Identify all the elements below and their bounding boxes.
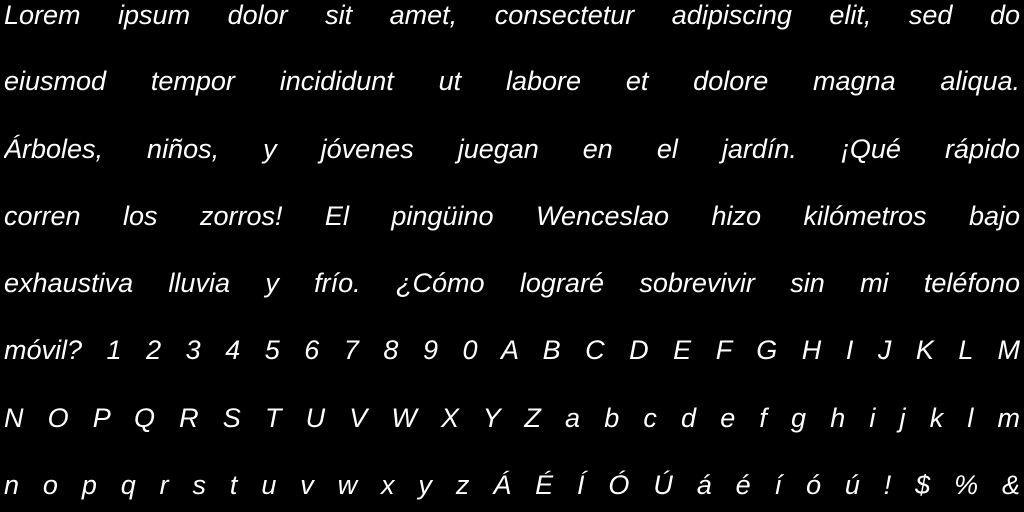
text-line-2: eiusmod tempor incididunt ut labore et dolore magna aliqua. bbox=[4, 66, 1020, 96]
text-line-6: móvil? 1 2 3 4 5 6 7 8 9 0 A B C D E F G H I J K L M bbox=[4, 335, 1020, 365]
text-line-7: N O P Q R S T U V W X Y Z a b c d e f g h i j k l m bbox=[4, 403, 1020, 433]
text-line-5: exhaustiva lluvia y frío. ¿Cómo lograré sobrevivir sin mi teléfono bbox=[4, 268, 1020, 298]
font-sample-text-block bbox=[4, 0, 1020, 512]
text-line-4: corren los zorros! El pingüino Wenceslao hizo kilómetros bajo bbox=[4, 201, 1020, 231]
text-line-1: Lorem ipsum dolor sit amet, consectetur adipiscing elit, sed do bbox=[4, 0, 1020, 30]
text-line-8: n o p q r s t u v w x y z Á É Í Ó Ú á é í ó ú ! $ % & bbox=[4, 470, 1020, 500]
text-line-3: Árboles, niños, y jóvenes juegan en el jardín. ¡Qué rápido bbox=[4, 134, 1020, 164]
